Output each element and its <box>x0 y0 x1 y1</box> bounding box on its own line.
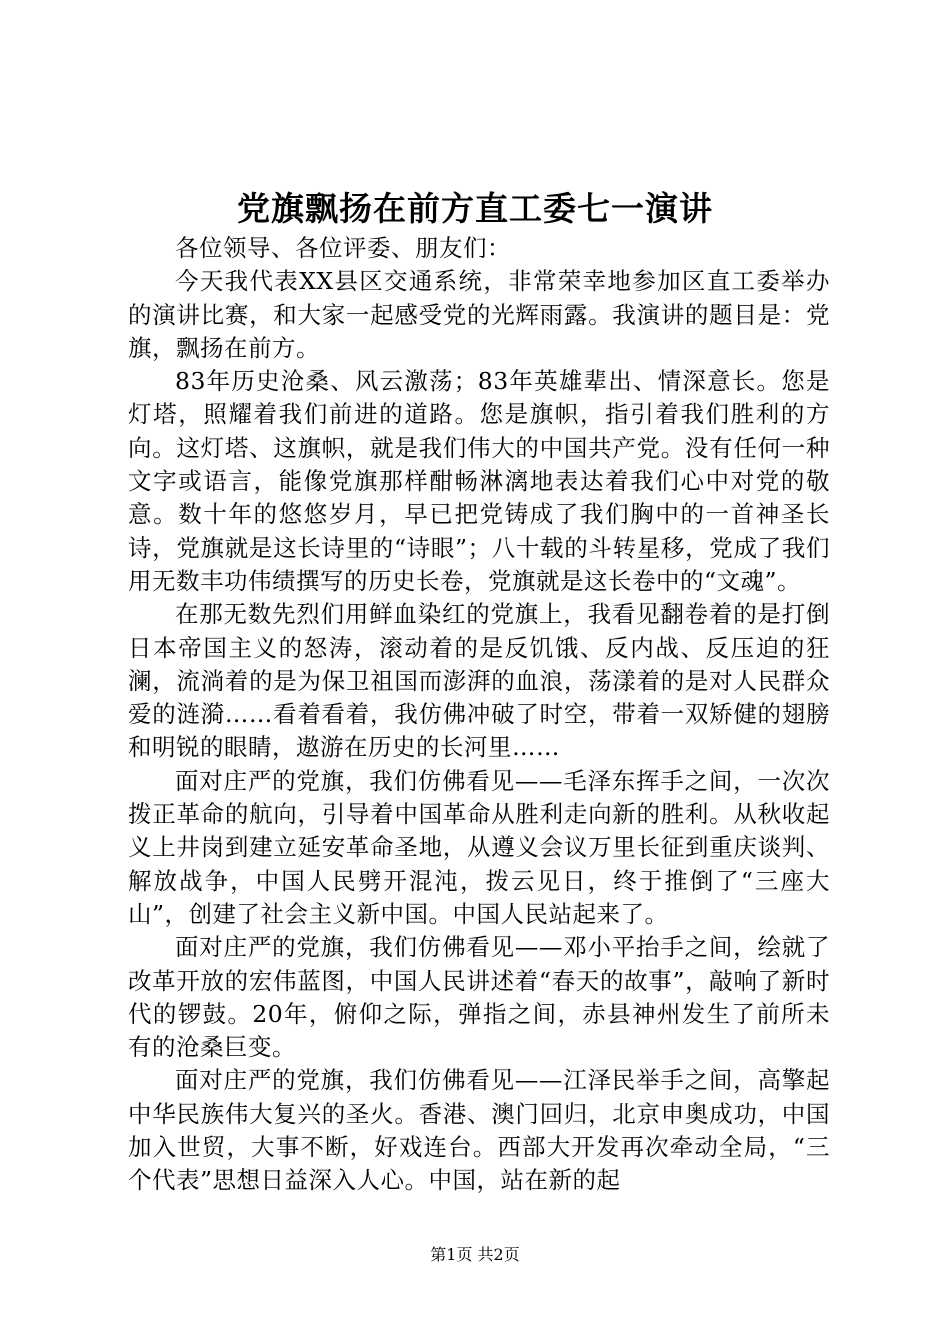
page-number-footer: 第1页 共2页 <box>430 1245 520 1264</box>
paragraph-greeting: 各位领导、各位评委、朋友们： <box>175 234 511 262</box>
paragraph-martyrs: 在那无数先烈们用鲜血染红的党旗上，我看见翻卷着的是打倒日本帝国主义的怒涛，滚动着的是反饥饿、反内战、反压迫的狂澜，流淌着的是为保卫祖国而澎湃的血浪，荡漾着的是对人民群众爱的涟漪……看着看着，我仿佛冲破了时空，带着一双矫健的翅膀和明锐的眼睛，遨游在历史的长河里…… <box>128 600 830 762</box>
document-body <box>128 232 830 1198</box>
paragraph-history: 83年历史沧桑、风云激荡；83年英雄辈出、情深意长。您是灯塔，照耀着我们前进的道路。您是旗帜，指引着我们胜利的方向。这灯塔、这旗帜，就是我们伟大的中国共产党。没有任何一种文字或语言，能像党旗那样酣畅淋漓地表达着我们心中对党的敬意。数十年的悠悠岁月，早已把党铸成了我们胸中的一首神圣长诗，党旗就是这长诗里的“诗眼”；八十载的斗转星移，党成了我们用无数丰功伟绩撰写的历史长卷，党旗就是这长卷中的“文魂”。 <box>128 367 830 595</box>
paragraph-intro: 今天我代表XX县区交通系统，非常荣幸地参加区直工委举办的演讲比赛，和大家一起感受党的光辉雨露。我演讲的题目是：党旗，飘扬在前方。 <box>128 267 830 362</box>
paragraph-jiang: 面对庄严的党旗，我们仿佛看见——江泽民举手之间，高擎起中华民族伟大复兴的圣火。香港、澳门回归，北京申奥成功，中国加入世贸，大事不断，好戏连台。西部大开发再次牵动全局，“三个代表”思想日益深入人心。中国，站在新的起 <box>128 1066 830 1195</box>
paragraph-deng: 面对庄严的党旗，我们仿佛看见——邓小平抬手之间，绘就了改革开放的宏伟蓝图，中国人民讲述着“春天的故事”，敲响了新时代的锣鼓。20年，俯仰之际，弹指之间，赤县神州发生了前所未有的沧桑巨变。 <box>128 933 830 1062</box>
paragraph-mao: 面对庄严的党旗，我们仿佛看见——毛泽东挥手之间，一次次拨正革命的航向，引导着中国革命从胜利走向新的胜利。从秋收起义上井岗到建立延安革命圣地，从遵义会议万里长征到重庆谈判、解放战争，中国人民劈开混沌，拨云见日，终于推倒了“三座大山”，创建了社会主义新中国。中国人民站起来了。 <box>128 766 830 928</box>
document-title: 党旗飘扬在前方直工委七一演讲 <box>237 189 713 228</box>
